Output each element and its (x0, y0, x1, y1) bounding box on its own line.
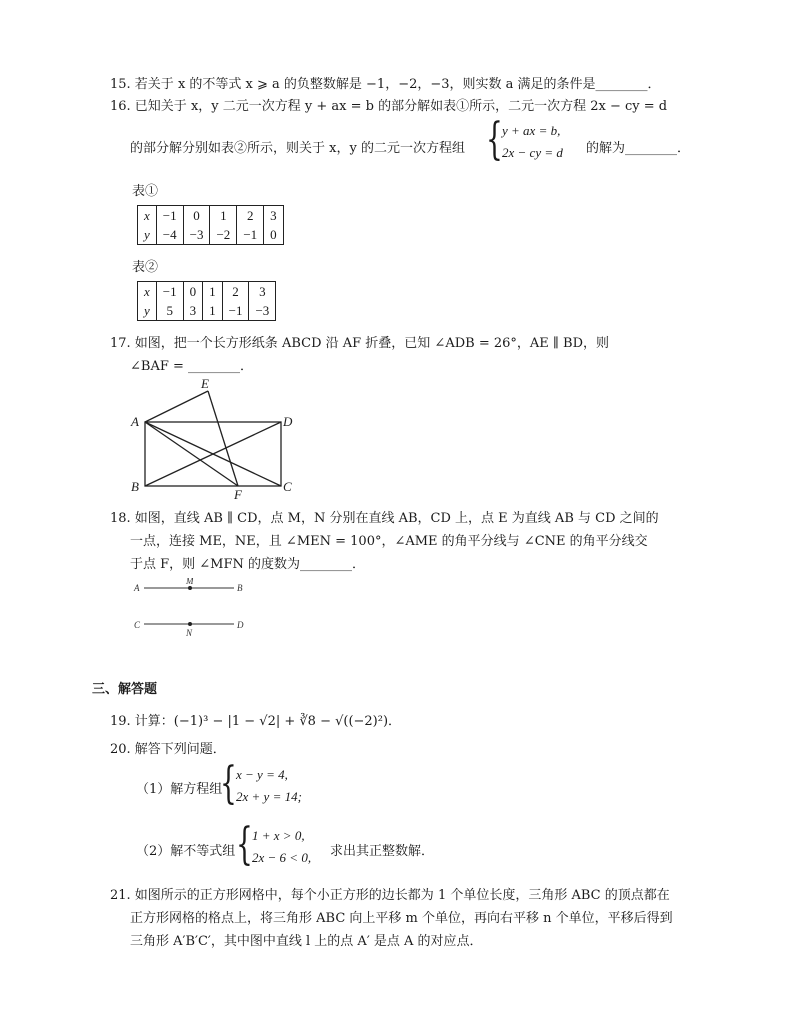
section-title: 三、解答题 (92, 682, 158, 697)
table2-label: 表② (132, 260, 159, 275)
question-19: 19. 计算：(−1)³ − |1 − √2| + ∛8 − √((−2)²)． (110, 714, 402, 729)
table-cell: −1 (237, 225, 264, 245)
question-17-line1: 17. 如图，把一个长方形纸条 ABCD 沿 AF 折叠，已知 ∠ADB = 26°，AE ∥ BD，则 (110, 336, 610, 351)
question-21-line2: 正方形网格的格点上，将三角形 ABC 向上平移 m 个单位，再向右平移 n 个单位，平移后得到 (130, 911, 673, 926)
label-M: M (186, 578, 194, 586)
label-E: E (201, 376, 209, 391)
table-cell: −3 (183, 225, 210, 245)
q20-part1-label: （1）解方程组 (136, 782, 223, 797)
table-cell: 5 (156, 301, 183, 321)
q18-figure (130, 578, 260, 640)
system-eq1: y + ax = b, (502, 123, 561, 138)
table-row (138, 206, 284, 226)
label-N: N (186, 628, 193, 638)
system-brace: { (236, 819, 253, 870)
table-cell: 0 (183, 206, 210, 226)
label-D: D (283, 414, 293, 429)
table-cell: 2 (222, 282, 249, 302)
question-16-system (502, 120, 563, 164)
label-D: D (237, 620, 244, 630)
question-18-line3: 于点 F，则 ∠MFN 的度数为________． (130, 557, 366, 572)
system-eq1: 1 + x > 0, (252, 828, 305, 843)
system-eq2: 2x − 6 < 0, (252, 850, 312, 865)
question-17-line2: ∠BAF = ________． (130, 359, 254, 374)
table-cell: 3 (183, 301, 203, 321)
system-eq1: x − y = 4, (236, 767, 288, 782)
table-cell: −1 (222, 301, 249, 321)
table-row (138, 225, 284, 245)
label-B: B (131, 479, 139, 494)
q20-system2 (252, 825, 311, 869)
table-cell: −2 (210, 225, 237, 245)
table-cell: x (138, 282, 157, 302)
q20-part2-label: （2）解不等式组 (136, 844, 236, 859)
q20-system1 (236, 764, 302, 808)
question-18-line2: 一点，连接 ME，NE，且 ∠MEN = 100°，∠AME 的角平分线与 ∠CNE 的角平分线交 (130, 534, 648, 549)
table-cell: −1 (156, 206, 183, 226)
question-18-line1: 18. 如图，直线 AB ∥ CD，点 M，N 分别在直线 AB，CD 上，点 E 为直线 AB 与 CD 之间的 (110, 511, 659, 526)
q17-figure (126, 375, 306, 503)
system-brace: { (486, 114, 503, 165)
table-row (138, 282, 276, 302)
system-eq2: 2x + y = 14; (236, 789, 302, 804)
table-cell: −1 (156, 282, 183, 302)
question-15: 15. 若关于 x 的不等式 x ⩾ a 的负整数解是 −1，−2，−3，则实数 a 满足的条件是________． (110, 77, 661, 92)
table-cell: 2 (237, 206, 264, 226)
line-AE (145, 391, 208, 422)
label-B: B (237, 583, 243, 593)
point-M (188, 586, 192, 590)
line-AF (145, 422, 238, 486)
question-21-line3: 三角形 A′B′C′，其中图中直线 l 上的点 A′ 是点 A 的对应点． (130, 934, 483, 949)
table1-label: 表① (132, 184, 159, 199)
table-cell: 0 (183, 282, 203, 302)
system-brace: { (220, 758, 237, 809)
table-cell: 3 (249, 282, 276, 302)
q20-part2-post: 求出其正整数解． (330, 844, 435, 859)
table-cell: 0 (264, 225, 284, 245)
table-cell: y (138, 301, 157, 321)
label-C: C (134, 620, 141, 630)
table-cell: −3 (249, 301, 276, 321)
label-A: A (131, 414, 139, 429)
question-16-line2-pre: 的部分解分别如表②所示，则关于 x，y 的二元一次方程组 (130, 141, 465, 156)
label-F: F (234, 487, 242, 502)
question-16-line1: 16. 已知关于 x，y 二元一次方程 y + ax = b 的部分解如表①所示，二元一次方程 2x − cy = d (110, 99, 668, 114)
question-16-line2-post: 的解为________． (586, 141, 691, 156)
table-cell: 3 (264, 206, 284, 226)
line-EF (208, 391, 238, 486)
point-N (188, 622, 192, 626)
question-20-title: 20. 解答下列问题． (110, 742, 226, 757)
table-2 (137, 281, 276, 321)
table-cell: 1 (203, 282, 223, 302)
system-eq2: 2x − cy = d (502, 145, 563, 160)
table-cell: y (138, 225, 157, 245)
table-row (138, 301, 276, 321)
table-1 (137, 205, 284, 245)
table-cell: 1 (203, 301, 223, 321)
table-cell: −4 (156, 225, 183, 245)
label-A: A (134, 583, 140, 593)
question-21-line1: 21. 如图所示的正方形网格中，每个小正方形的边长都为 1 个单位长度，三角形 ABC 的顶点都在 (110, 888, 670, 903)
label-C: C (283, 479, 292, 494)
table-cell: 1 (210, 206, 237, 226)
table-cell: x (138, 206, 157, 226)
